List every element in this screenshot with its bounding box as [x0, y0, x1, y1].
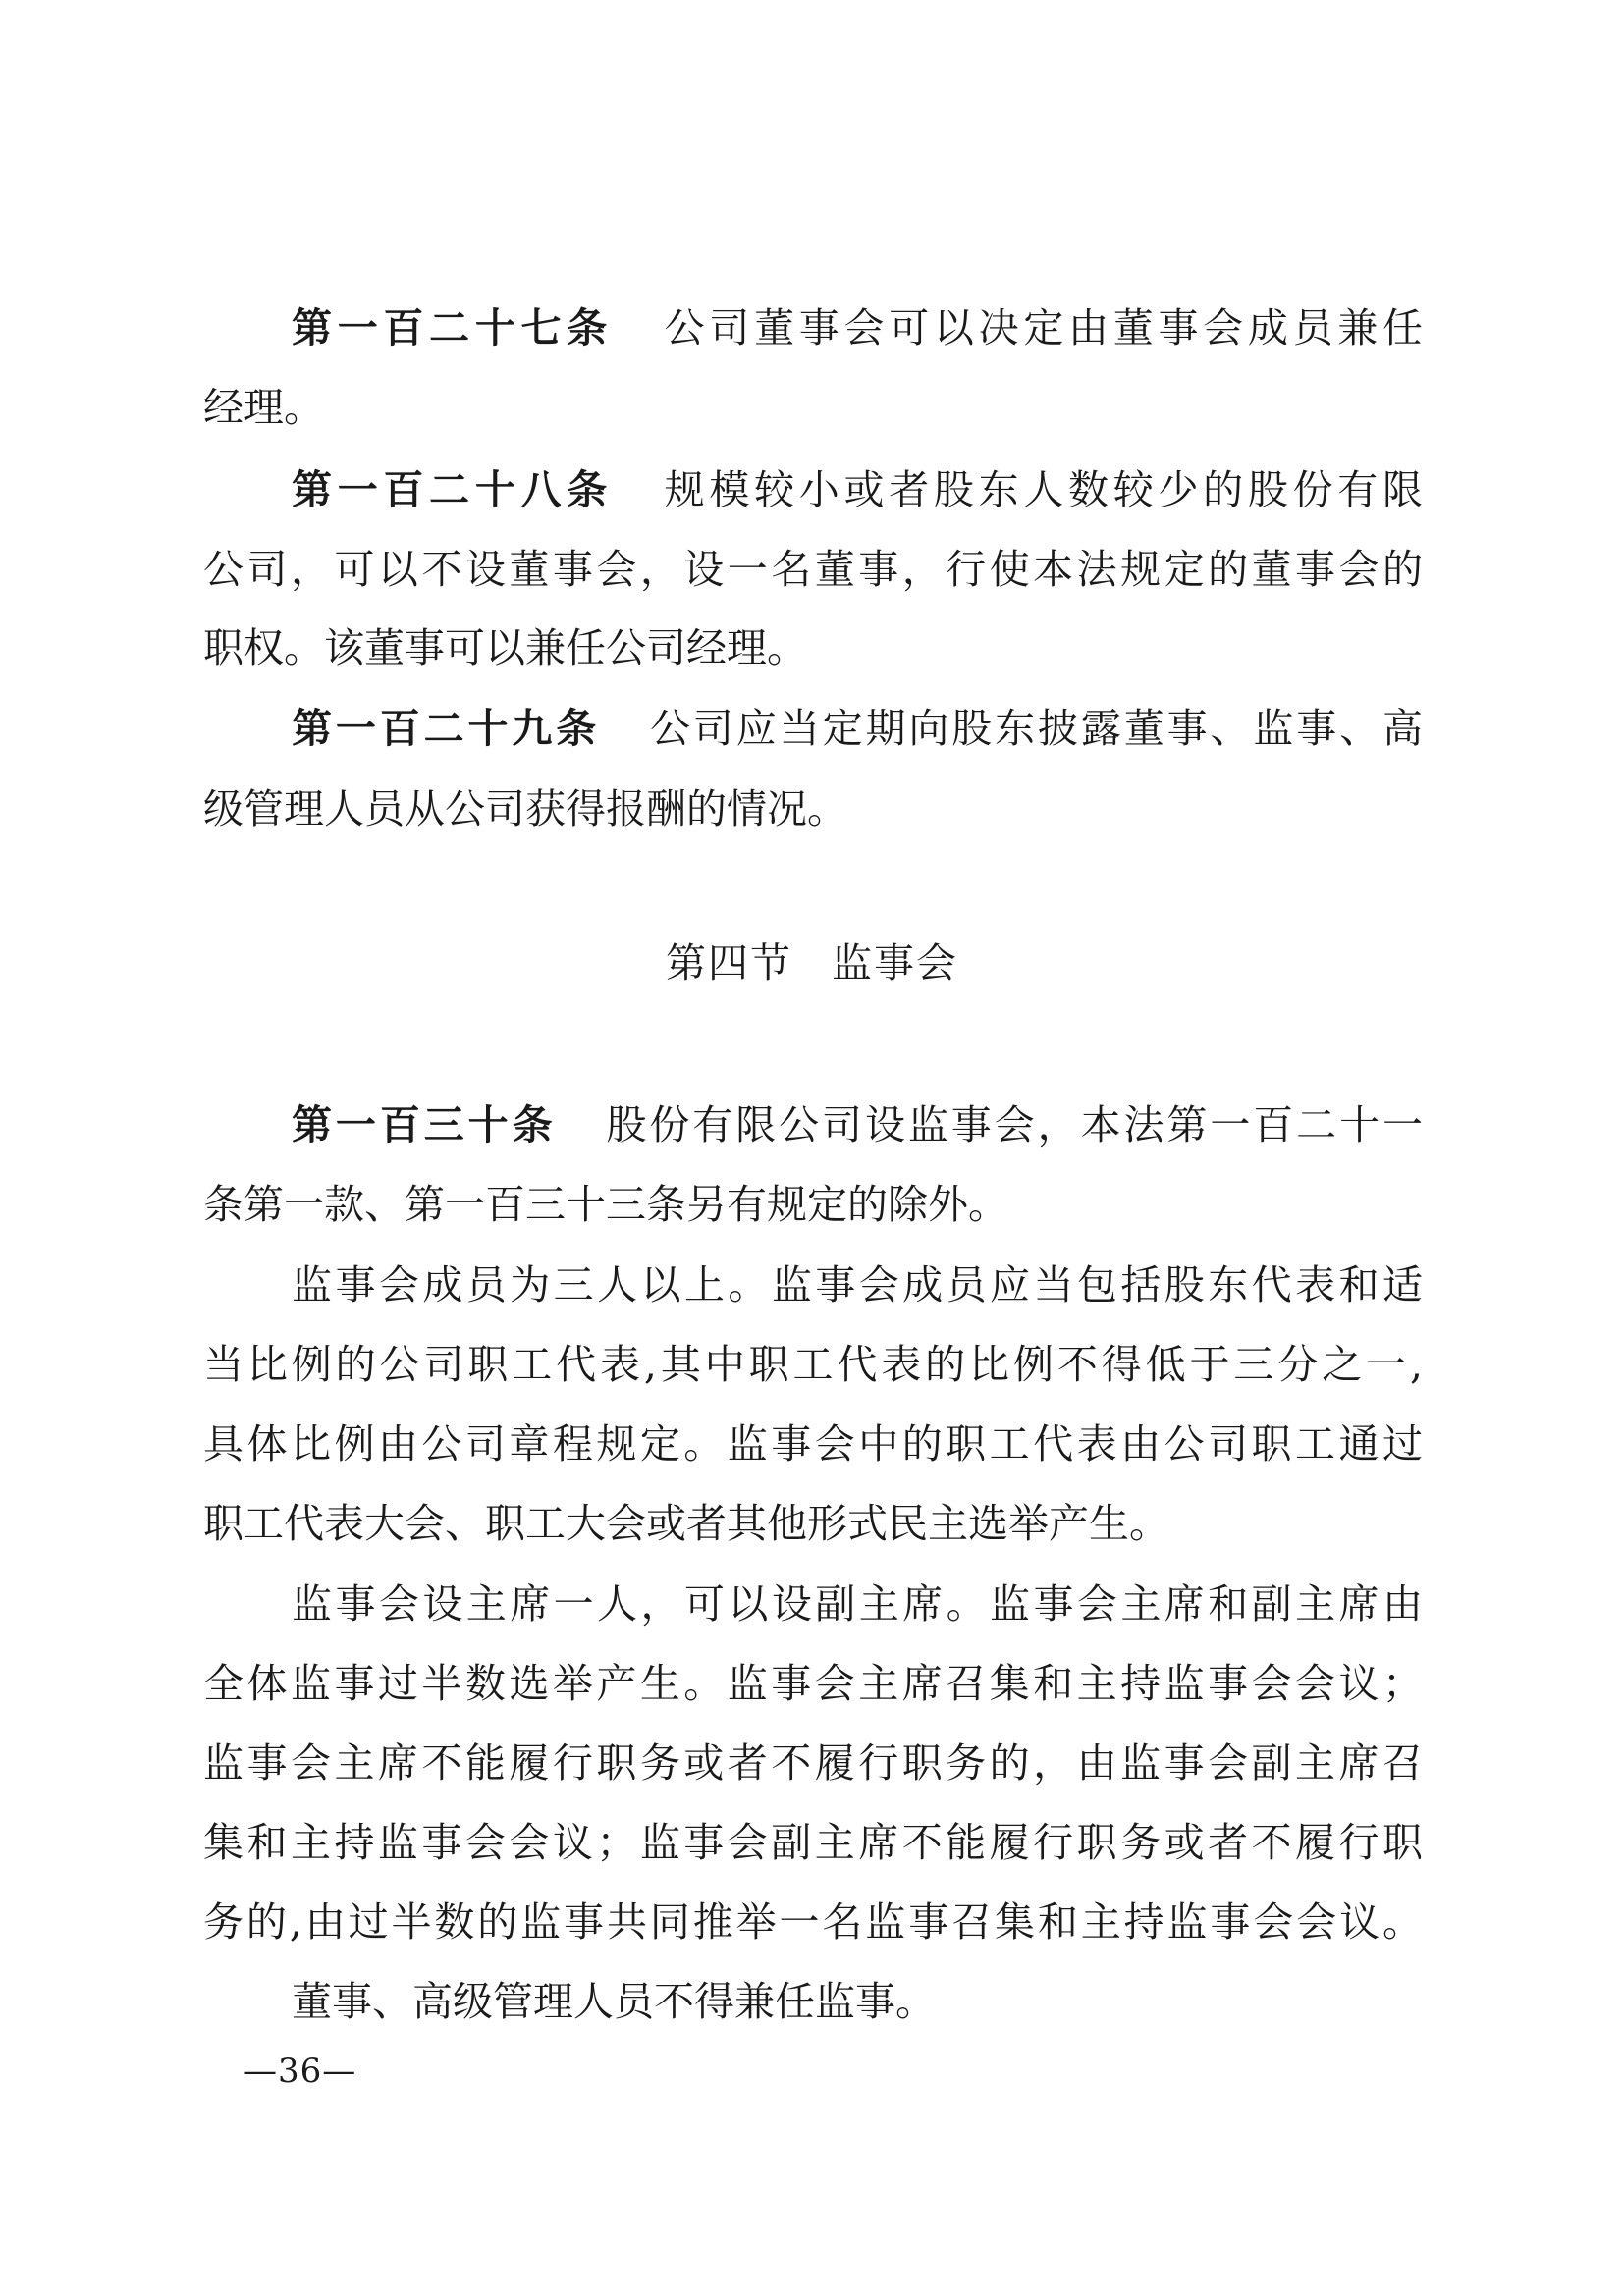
paragraph-2-line-1: 监事会成员为三人以上。监事会成员应当包括股东代表和适	[292, 1261, 1423, 1308]
article-130-line-2: 条第一款、第一百三十三条另有规定的除外。	[203, 1181, 1008, 1228]
article-130-heading: 第一百三十条	[292, 1101, 557, 1148]
article-129-text-1: 公司应当定期向股东披露董事、监事、高	[647, 705, 1423, 752]
article-130-line-1	[292, 1096, 1423, 1153]
section-number: 第四节	[666, 939, 792, 987]
article-127-heading: 第一百二十七条	[292, 304, 613, 351]
article-128-heading: 第一百二十八条	[292, 466, 613, 513]
paragraph-2-line-4: 职工代表大会、职工大会或者其他形式民主选举产生。	[203, 1500, 1169, 1547]
article-128-text-1: 规模较小或者股东人数较少的股份有限	[659, 466, 1423, 513]
article-130-text-1: 股份有限公司设监事会，本法第一百二十一	[603, 1101, 1423, 1148]
paragraph-4-line-1: 董事、高级管理人员不得兼任监事。	[292, 1978, 936, 2025]
article-127-text-1: 公司董事会可以决定由董事会成员兼任	[659, 304, 1423, 351]
paragraph-3-line-3: 监事会主席不能履行职务或者不履行职务的，由监事会副主席召	[203, 1739, 1423, 1787]
article-128-line-2: 公司，可以不设董事会，设一名董事，行使本法规定的董事会的	[203, 546, 1423, 593]
article-128-line-1	[292, 461, 1423, 518]
section-title: 监事会	[832, 939, 958, 987]
article-127-line-2: 经理。	[203, 384, 324, 431]
paragraph-2-line-3: 具体比例由公司章程规定。监事会中的职工代表由公司职工通过	[203, 1420, 1423, 1468]
article-129-heading: 第一百二十九条	[292, 705, 601, 752]
paragraph-2-line-2: 当比例的公司职工代表,其中职工代表的比例不得低于三分之一,	[203, 1341, 1423, 1388]
article-129-line-2: 级管理人员从公司获得报酬的情况。	[203, 785, 847, 832]
paragraph-3-line-5: 务的,由过半数的监事共同推举一名监事召集和主持监事会会议。	[203, 1898, 1423, 1946]
article-129-line-1	[292, 700, 1423, 757]
page-number: —36—	[244, 2052, 357, 2091]
paragraph-3-line-1: 监事会设主席一人，可以设副主席。监事会主席和副主席由	[292, 1580, 1423, 1628]
paragraph-3-line-4: 集和主持监事会会议；监事会副主席不能履行职务或者不履行职	[203, 1819, 1423, 1866]
article-128-line-3: 职权。该董事可以兼任公司经理。	[203, 624, 807, 671]
section-heading	[0, 934, 1624, 991]
paragraph-3-line-2: 全体监事过半数选举产生。监事会主席召集和主持监事会会议；	[203, 1660, 1423, 1707]
article-127-line-1	[292, 299, 1423, 356]
